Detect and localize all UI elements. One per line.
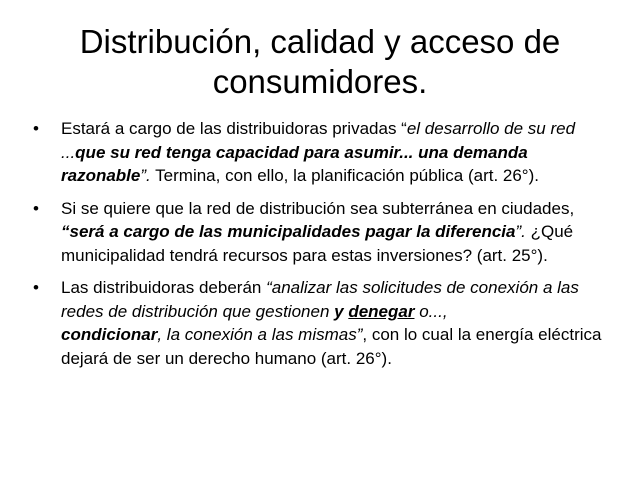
bullet-3-text-3: y	[334, 301, 349, 321]
bullet-item-red-subterranea	[0, 197, 638, 268]
bullet-dot-icon: •	[33, 119, 39, 138]
bullet-1-text-2: el desarrollo de su red ...	[61, 119, 576, 162]
bullet-3-text-4: denegar	[348, 301, 415, 321]
bullet-3-text-2: “analizar las solicitudes de conexión a las redes de distribución que gestionen	[61, 278, 579, 321]
bullet-1-text-3: que su red tenga capacidad para asumir... una demanda razonable	[61, 142, 528, 185]
bullet-3-text-6: condicionar	[61, 325, 158, 344]
bullet-3-text-1: Las distribuidoras deberán	[61, 278, 267, 297]
bullet-2-text-1: Si se quiere que la red de distribución sea subterránea en ciudades,	[61, 198, 575, 218]
bullet-3-text-8: , con lo cual la energía eléctrica dejará de ser un derecho humano (art. 26°).	[61, 325, 602, 368]
bullet-3-text-7: , la conexión a las mismas”	[157, 325, 363, 344]
slide-title	[40, 22, 600, 102]
bullet-list	[0, 117, 638, 379]
bullet-3-text-5: o...,	[414, 301, 448, 321]
bullet-1-text-5: Termina, con ello, la planificación pública (art. 26°).	[150, 166, 539, 185]
bullet-2-text-4: ¿Qué municipalidad tendrá recursos para estas inversiones? (art. 25°).	[61, 222, 574, 265]
bullet-item-distribuidoras	[0, 117, 638, 188]
bullet-item-solicitudes-conexion	[0, 276, 638, 370]
bullet-2-text-3: ”.	[515, 222, 526, 241]
bullet-2-text-2: “será a cargo de las municipalidades pagar la diferencia	[61, 222, 516, 241]
bullet-dot-icon: •	[33, 278, 39, 297]
slide-title-line-1: Distribución, calidad y acceso de	[79, 23, 561, 60]
bullet-dot-icon: •	[33, 198, 39, 218]
slide-title-line-2: consumidores.	[212, 63, 428, 100]
bullet-1-text-1: Estará a cargo de las distribuidoras privadas “	[61, 119, 407, 138]
bullet-1-text-4: ”.	[140, 166, 151, 185]
